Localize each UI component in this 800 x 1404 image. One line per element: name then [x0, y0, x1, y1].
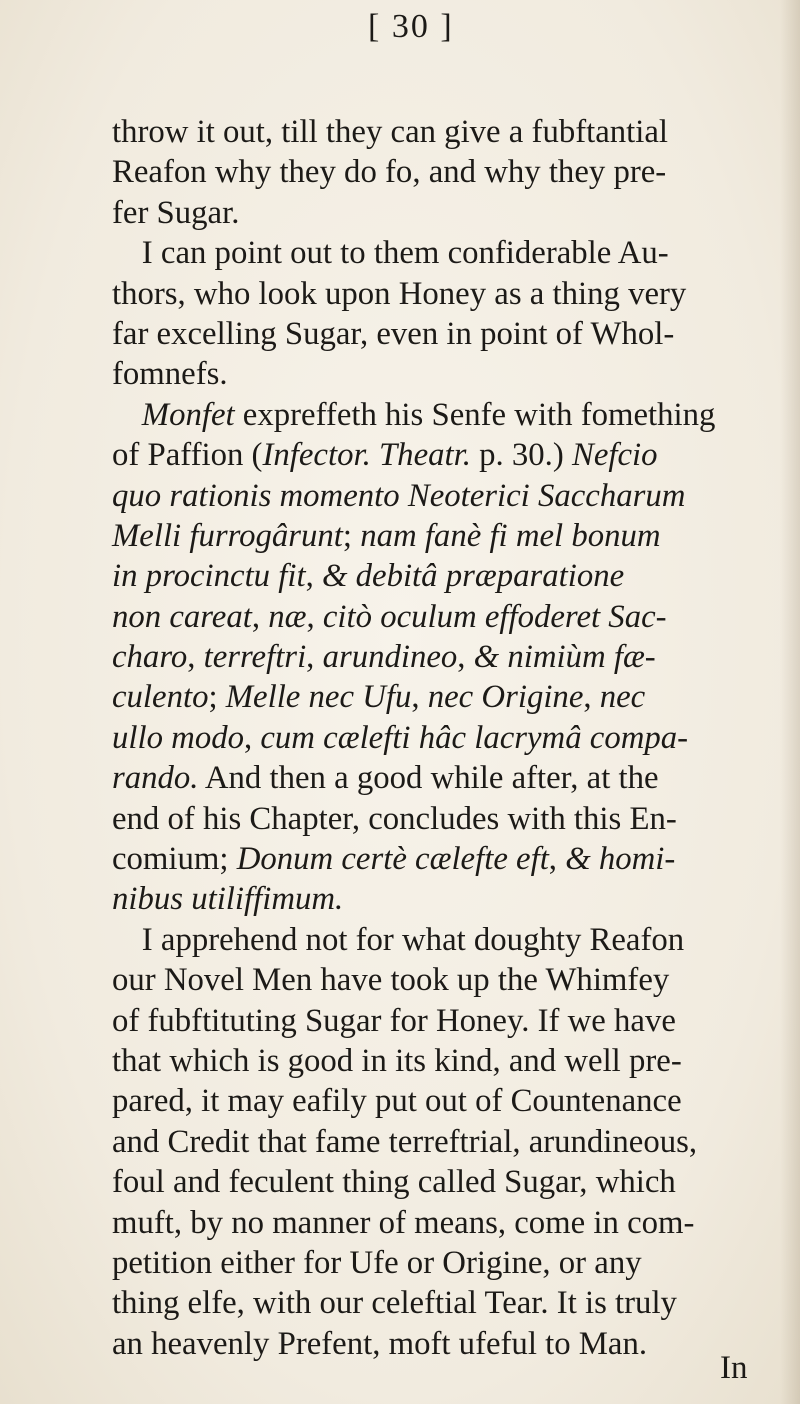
roman-text: I can point out to them confiderable Au-: [141, 235, 669, 272]
italic-text: charo: [112, 639, 188, 676]
roman-text: end of his Chapter, concludes with this En-: [112, 800, 677, 837]
text-line: [112, 677, 787, 717]
roman-text: ,: [187, 639, 204, 676]
roman-text: ,: [583, 679, 600, 716]
italic-text: Melle nec Ufu: [225, 679, 412, 716]
italic-text: Monfet: [141, 396, 235, 433]
text-line: [112, 879, 787, 919]
roman-text: ,: [243, 719, 261, 756]
roman-text: expreffeth his Senfe with fomething: [234, 396, 716, 433]
roman-text: foul and feculent thing called Sugar, which: [112, 1164, 676, 1201]
text-line: [112, 597, 787, 637]
roman-text: of fubftituting Sugar for Honey. If we have: [112, 1002, 676, 1039]
roman-text: throw it out, till they can give a fubftantial: [112, 114, 669, 150]
roman-text: ;: [342, 517, 361, 554]
roman-text: ,: [251, 598, 269, 635]
roman-text: fomnefs.: [112, 356, 228, 393]
text-line: [112, 1081, 787, 1121]
italic-text: Nefcio: [571, 437, 658, 474]
text-line: [112, 476, 787, 516]
italic-text: nec: [599, 679, 646, 716]
catchword: In: [720, 1350, 748, 1386]
roman-text: our Novel Men have took up the Whimfey: [112, 962, 670, 999]
italic-text: & debitâ præparatione: [321, 558, 625, 595]
text-line: [112, 314, 787, 354]
roman-text: an heavenly Prefent, moft ufeful to Man.: [112, 1325, 648, 1362]
text-line: [112, 718, 787, 758]
italic-text: arundineo: [322, 639, 458, 676]
roman-text: I apprehend not for what doughty Reafon: [141, 921, 685, 958]
roman-text: ,: [305, 558, 322, 595]
text-line: [112, 960, 787, 1000]
text-line: [112, 839, 787, 879]
italic-text: terreftri: [203, 639, 307, 676]
roman-text: ,: [306, 598, 323, 635]
roman-text: And then a good while after, at the: [198, 760, 659, 797]
italic-text: Melli furrogârunt: [112, 517, 343, 554]
italic-text: quo rationis momento Neoterici Saccharum: [112, 477, 686, 514]
text-line: [112, 1122, 787, 1162]
italic-text: rando.: [112, 760, 199, 797]
text-line: [112, 516, 787, 556]
roman-text: far excelling Sugar, even in point of Whol-: [112, 315, 675, 352]
text-line: [112, 233, 787, 273]
italic-text: cum cælefti hâc lacrymâ compa-: [260, 719, 689, 756]
roman-text: ;: [208, 679, 226, 716]
text-line: [112, 1324, 787, 1364]
roman-text: ,: [306, 639, 323, 676]
roman-text: thing elfe, with our celeftial Tear. It is truly: [112, 1285, 677, 1322]
roman-text: and Credit that fame terreftrial, arundineous,: [112, 1123, 698, 1160]
text-line: [112, 758, 787, 798]
text-line: [112, 435, 787, 475]
roman-text: fer Sugar.: [112, 194, 240, 231]
italic-text: non careat: [112, 598, 252, 635]
roman-text: comium;: [112, 841, 237, 878]
text-line: [112, 395, 787, 435]
roman-text: Reafon why they do fo, and why they pre-: [112, 154, 667, 191]
italic-text: nam fanè fi mel bonum: [360, 517, 661, 554]
body-text: [112, 112, 792, 1364]
roman-text: muft, by no manner of means, come in com-: [112, 1204, 695, 1241]
roman-text: ,: [457, 639, 474, 676]
page-number: [ 30 ]: [368, 8, 454, 45]
italic-text: culento: [112, 679, 209, 716]
italic-text: citò oculum effoderet Sac-: [322, 598, 667, 635]
roman-text: petition either for Ufe or Origine, or any: [112, 1244, 642, 1281]
text-line: [112, 637, 787, 677]
italic-text: næ: [268, 598, 307, 635]
text-line: [112, 354, 787, 394]
italic-text: Donum certè cælefte eft: [236, 841, 549, 878]
text-line: [112, 152, 787, 192]
italic-text: nibus utiliffimum.: [112, 881, 344, 918]
text-line: [112, 1041, 787, 1081]
text-line: [112, 799, 787, 839]
text-line: [112, 274, 787, 314]
roman-text: ,: [411, 679, 428, 716]
italic-text: nec Origine: [427, 679, 584, 716]
roman-text: ,: [548, 841, 566, 878]
roman-text: pared, it may eafily put out of Countenance: [112, 1083, 682, 1120]
text-line: [112, 1001, 787, 1041]
italic-text: in procinctu fit: [112, 558, 306, 595]
text-line: [112, 556, 787, 596]
text-line: [112, 920, 787, 960]
roman-text: that which is good in its kind, and well pre-: [112, 1042, 682, 1079]
italic-text: & nimiùm fæ-: [473, 639, 656, 676]
text-line: [112, 1203, 787, 1243]
roman-text: p. 30.): [470, 437, 572, 474]
roman-text: thors, who look upon Honey as a thing very: [112, 275, 687, 312]
text-line: [112, 1243, 787, 1283]
text-line: [112, 193, 787, 233]
text-line: [112, 1162, 787, 1202]
italic-text: ullo modo: [112, 719, 244, 756]
text-line: [112, 1283, 787, 1323]
text-line: [112, 112, 787, 152]
italic-text: & homi-: [565, 841, 676, 878]
roman-text: of Paffion (: [112, 437, 263, 474]
italic-text: Infector. Theatr.: [262, 437, 471, 474]
